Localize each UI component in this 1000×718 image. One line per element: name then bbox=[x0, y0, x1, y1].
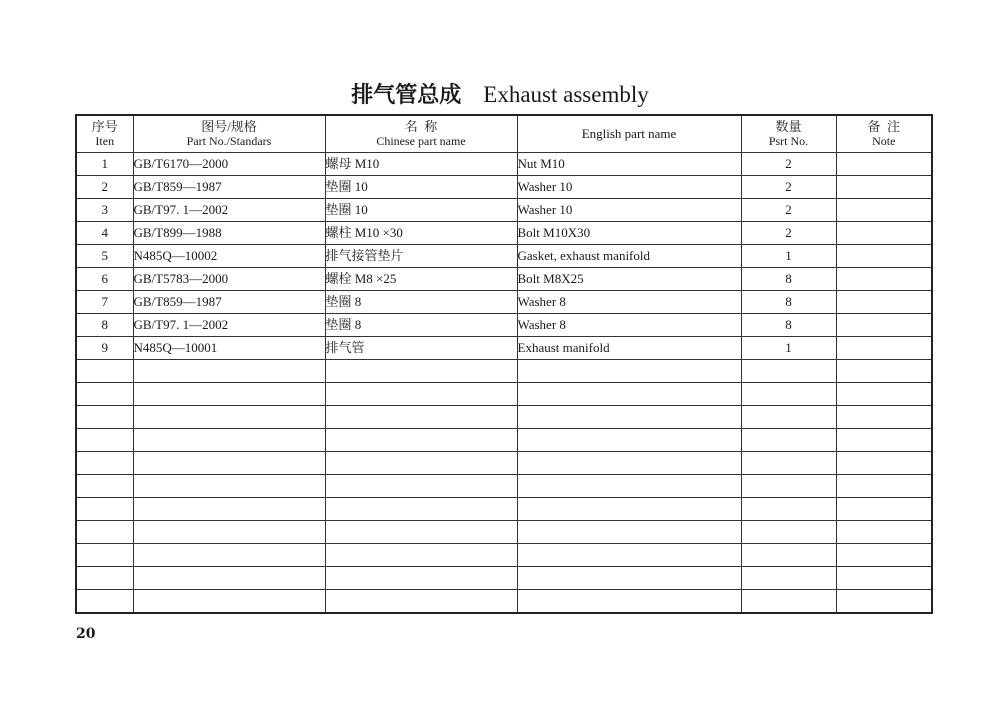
cell-note bbox=[836, 452, 932, 475]
cell-english-name: Washer 10 bbox=[517, 199, 741, 222]
parts-table bbox=[75, 114, 933, 614]
cell-english-name bbox=[517, 360, 741, 383]
table-row bbox=[76, 452, 932, 475]
cell-item bbox=[76, 590, 133, 614]
cell-english-name bbox=[517, 544, 741, 567]
cell-part-no bbox=[133, 429, 325, 452]
cell-part-no: N485Q—10001 bbox=[133, 337, 325, 360]
cell-note bbox=[836, 314, 932, 337]
cell-part-no bbox=[133, 498, 325, 521]
cell-chinese-name: 螺栓 M8 ×25 bbox=[325, 268, 517, 291]
cell-english-name bbox=[517, 590, 741, 614]
cell-quantity bbox=[741, 406, 836, 429]
cell-note bbox=[836, 521, 932, 544]
cell-note bbox=[836, 153, 932, 176]
header-english-name-label: English part name bbox=[581, 126, 677, 141]
cell-quantity bbox=[741, 429, 836, 452]
cell-chinese-name bbox=[325, 360, 517, 383]
cell-item bbox=[76, 567, 133, 590]
table-row bbox=[76, 337, 932, 360]
cell-chinese-name: 垫圈 10 bbox=[325, 199, 517, 222]
cell-english-name: Exhaust manifold bbox=[517, 337, 741, 360]
cell-quantity bbox=[741, 452, 836, 475]
cell-item: 8 bbox=[76, 314, 133, 337]
cell-part-no bbox=[133, 406, 325, 429]
cell-item: 1 bbox=[76, 153, 133, 176]
cell-note bbox=[836, 590, 932, 614]
cell-quantity: 2 bbox=[741, 176, 836, 199]
cell-english-name bbox=[517, 567, 741, 590]
cell-item bbox=[76, 406, 133, 429]
cell-chinese-name bbox=[325, 406, 517, 429]
page-title bbox=[0, 78, 1000, 109]
cell-quantity bbox=[741, 590, 836, 614]
header-part-no-cn: 图号/规格 bbox=[201, 119, 257, 134]
cell-chinese-name: 排气管 bbox=[325, 337, 517, 360]
table-row bbox=[76, 567, 932, 590]
cell-english-name: Washer 8 bbox=[517, 291, 741, 314]
table-row bbox=[76, 314, 932, 337]
cell-quantity bbox=[741, 567, 836, 590]
cell-quantity bbox=[741, 498, 836, 521]
cell-item: 2 bbox=[76, 176, 133, 199]
cell-quantity bbox=[741, 360, 836, 383]
table-row bbox=[76, 153, 932, 176]
cell-chinese-name bbox=[325, 544, 517, 567]
cell-item: 9 bbox=[76, 337, 133, 360]
cell-quantity: 2 bbox=[741, 199, 836, 222]
table-row bbox=[76, 222, 932, 245]
cell-chinese-name bbox=[325, 452, 517, 475]
cell-note bbox=[836, 337, 932, 360]
cell-english-name: Bolt M8X25 bbox=[517, 268, 741, 291]
cell-chinese-name: 垫圈 10 bbox=[325, 176, 517, 199]
cell-item: 7 bbox=[76, 291, 133, 314]
cell-english-name bbox=[517, 383, 741, 406]
table-row bbox=[76, 544, 932, 567]
cell-note bbox=[836, 222, 932, 245]
cell-chinese-name: 螺母 M10 bbox=[325, 153, 517, 176]
cell-quantity bbox=[741, 521, 836, 544]
table-row bbox=[76, 199, 932, 222]
cell-item bbox=[76, 383, 133, 406]
cell-item bbox=[76, 521, 133, 544]
cell-item bbox=[76, 498, 133, 521]
cell-part-no bbox=[133, 521, 325, 544]
cell-english-name bbox=[517, 498, 741, 521]
header-chinese-name bbox=[325, 115, 517, 153]
header-quantity-cn: 数量 bbox=[775, 119, 802, 134]
cell-quantity bbox=[741, 544, 836, 567]
cell-english-name bbox=[517, 429, 741, 452]
header-item-en: Iten bbox=[95, 134, 115, 148]
cell-part-no bbox=[133, 567, 325, 590]
header-quantity bbox=[741, 115, 836, 153]
table-body bbox=[76, 153, 932, 614]
cell-part-no: GB/T97. 1—2002 bbox=[133, 314, 325, 337]
cell-note bbox=[836, 406, 932, 429]
cell-part-no: GB/T859—1987 bbox=[133, 176, 325, 199]
table-row bbox=[76, 590, 932, 614]
cell-item bbox=[76, 475, 133, 498]
cell-quantity: 8 bbox=[741, 314, 836, 337]
cell-note bbox=[836, 475, 932, 498]
cell-part-no: GB/T6170—2000 bbox=[133, 153, 325, 176]
cell-part-no: N485Q—10002 bbox=[133, 245, 325, 268]
cell-chinese-name bbox=[325, 429, 517, 452]
header-chinese-name-en: Chinese part name bbox=[376, 134, 466, 148]
cell-item: 4 bbox=[76, 222, 133, 245]
table-row bbox=[76, 268, 932, 291]
cell-note bbox=[836, 544, 932, 567]
table-row bbox=[76, 245, 932, 268]
cell-note bbox=[836, 360, 932, 383]
cell-quantity: 2 bbox=[741, 153, 836, 176]
cell-quantity bbox=[741, 383, 836, 406]
cell-chinese-name bbox=[325, 567, 517, 590]
cell-quantity: 2 bbox=[741, 222, 836, 245]
cell-quantity: 8 bbox=[741, 291, 836, 314]
cell-quantity: 1 bbox=[741, 245, 836, 268]
cell-note bbox=[836, 567, 932, 590]
cell-quantity: 1 bbox=[741, 337, 836, 360]
cell-part-no: GB/T5783—2000 bbox=[133, 268, 325, 291]
table-row bbox=[76, 383, 932, 406]
cell-chinese-name: 垫圈 8 bbox=[325, 314, 517, 337]
cell-note bbox=[836, 383, 932, 406]
cell-item: 5 bbox=[76, 245, 133, 268]
cell-note bbox=[836, 245, 932, 268]
table-header-row bbox=[76, 115, 932, 153]
cell-english-name: Gasket, exhaust manifold bbox=[517, 245, 741, 268]
cell-note bbox=[836, 291, 932, 314]
header-chinese-name-cn: 名 称 bbox=[404, 119, 438, 134]
cell-chinese-name bbox=[325, 521, 517, 544]
cell-chinese-name: 螺柱 M10 ×30 bbox=[325, 222, 517, 245]
cell-part-no bbox=[133, 452, 325, 475]
cell-english-name bbox=[517, 521, 741, 544]
header-quantity-en: Psrt No. bbox=[768, 134, 809, 148]
cell-part-no bbox=[133, 544, 325, 567]
cell-part-no bbox=[133, 590, 325, 614]
title-chinese: 排气管总成 bbox=[351, 83, 462, 108]
table-row bbox=[76, 475, 932, 498]
cell-part-no bbox=[133, 360, 325, 383]
cell-english-name: Bolt M10X30 bbox=[517, 222, 741, 245]
cell-chinese-name: 垫圈 8 bbox=[325, 291, 517, 314]
cell-english-name: Nut M10 bbox=[517, 153, 741, 176]
cell-note bbox=[836, 268, 932, 291]
cell-part-no: GB/T859—1987 bbox=[133, 291, 325, 314]
cell-quantity bbox=[741, 475, 836, 498]
cell-english-name: Washer 10 bbox=[517, 176, 741, 199]
cell-note bbox=[836, 498, 932, 521]
cell-chinese-name bbox=[325, 383, 517, 406]
cell-item: 3 bbox=[76, 199, 133, 222]
cell-item bbox=[76, 429, 133, 452]
header-part-no bbox=[133, 115, 325, 153]
header-note-en: Note bbox=[872, 134, 896, 148]
table-row bbox=[76, 429, 932, 452]
cell-part-no bbox=[133, 383, 325, 406]
page-number: 20 bbox=[76, 626, 96, 642]
header-item-cn: 序号 bbox=[91, 119, 118, 134]
cell-english-name bbox=[517, 475, 741, 498]
cell-item bbox=[76, 544, 133, 567]
cell-part-no: GB/T97. 1—2002 bbox=[133, 199, 325, 222]
header-item bbox=[76, 115, 133, 153]
table-row bbox=[76, 291, 932, 314]
cell-english-name: Washer 8 bbox=[517, 314, 741, 337]
cell-english-name bbox=[517, 452, 741, 475]
cell-chinese-name bbox=[325, 498, 517, 521]
table-row bbox=[76, 176, 932, 199]
cell-note bbox=[836, 176, 932, 199]
cell-note bbox=[836, 199, 932, 222]
table-row bbox=[76, 521, 932, 544]
header-note-cn: 备 注 bbox=[867, 119, 900, 134]
cell-item bbox=[76, 452, 133, 475]
table-row bbox=[76, 360, 932, 383]
cell-chinese-name bbox=[325, 590, 517, 614]
cell-part-no: GB/T899—1988 bbox=[133, 222, 325, 245]
header-part-no-en: Part No./Standars bbox=[186, 134, 272, 148]
cell-part-no bbox=[133, 475, 325, 498]
cell-note bbox=[836, 429, 932, 452]
cell-english-name bbox=[517, 406, 741, 429]
cell-quantity: 8 bbox=[741, 268, 836, 291]
table-row bbox=[76, 406, 932, 429]
cell-item bbox=[76, 360, 133, 383]
header-english-name bbox=[517, 115, 741, 153]
title-english: Exhaust assembly bbox=[483, 82, 649, 107]
cell-chinese-name bbox=[325, 475, 517, 498]
table-row bbox=[76, 498, 932, 521]
cell-chinese-name: 排气接管垫片 bbox=[325, 245, 517, 268]
header-note bbox=[836, 115, 932, 153]
cell-item: 6 bbox=[76, 268, 133, 291]
